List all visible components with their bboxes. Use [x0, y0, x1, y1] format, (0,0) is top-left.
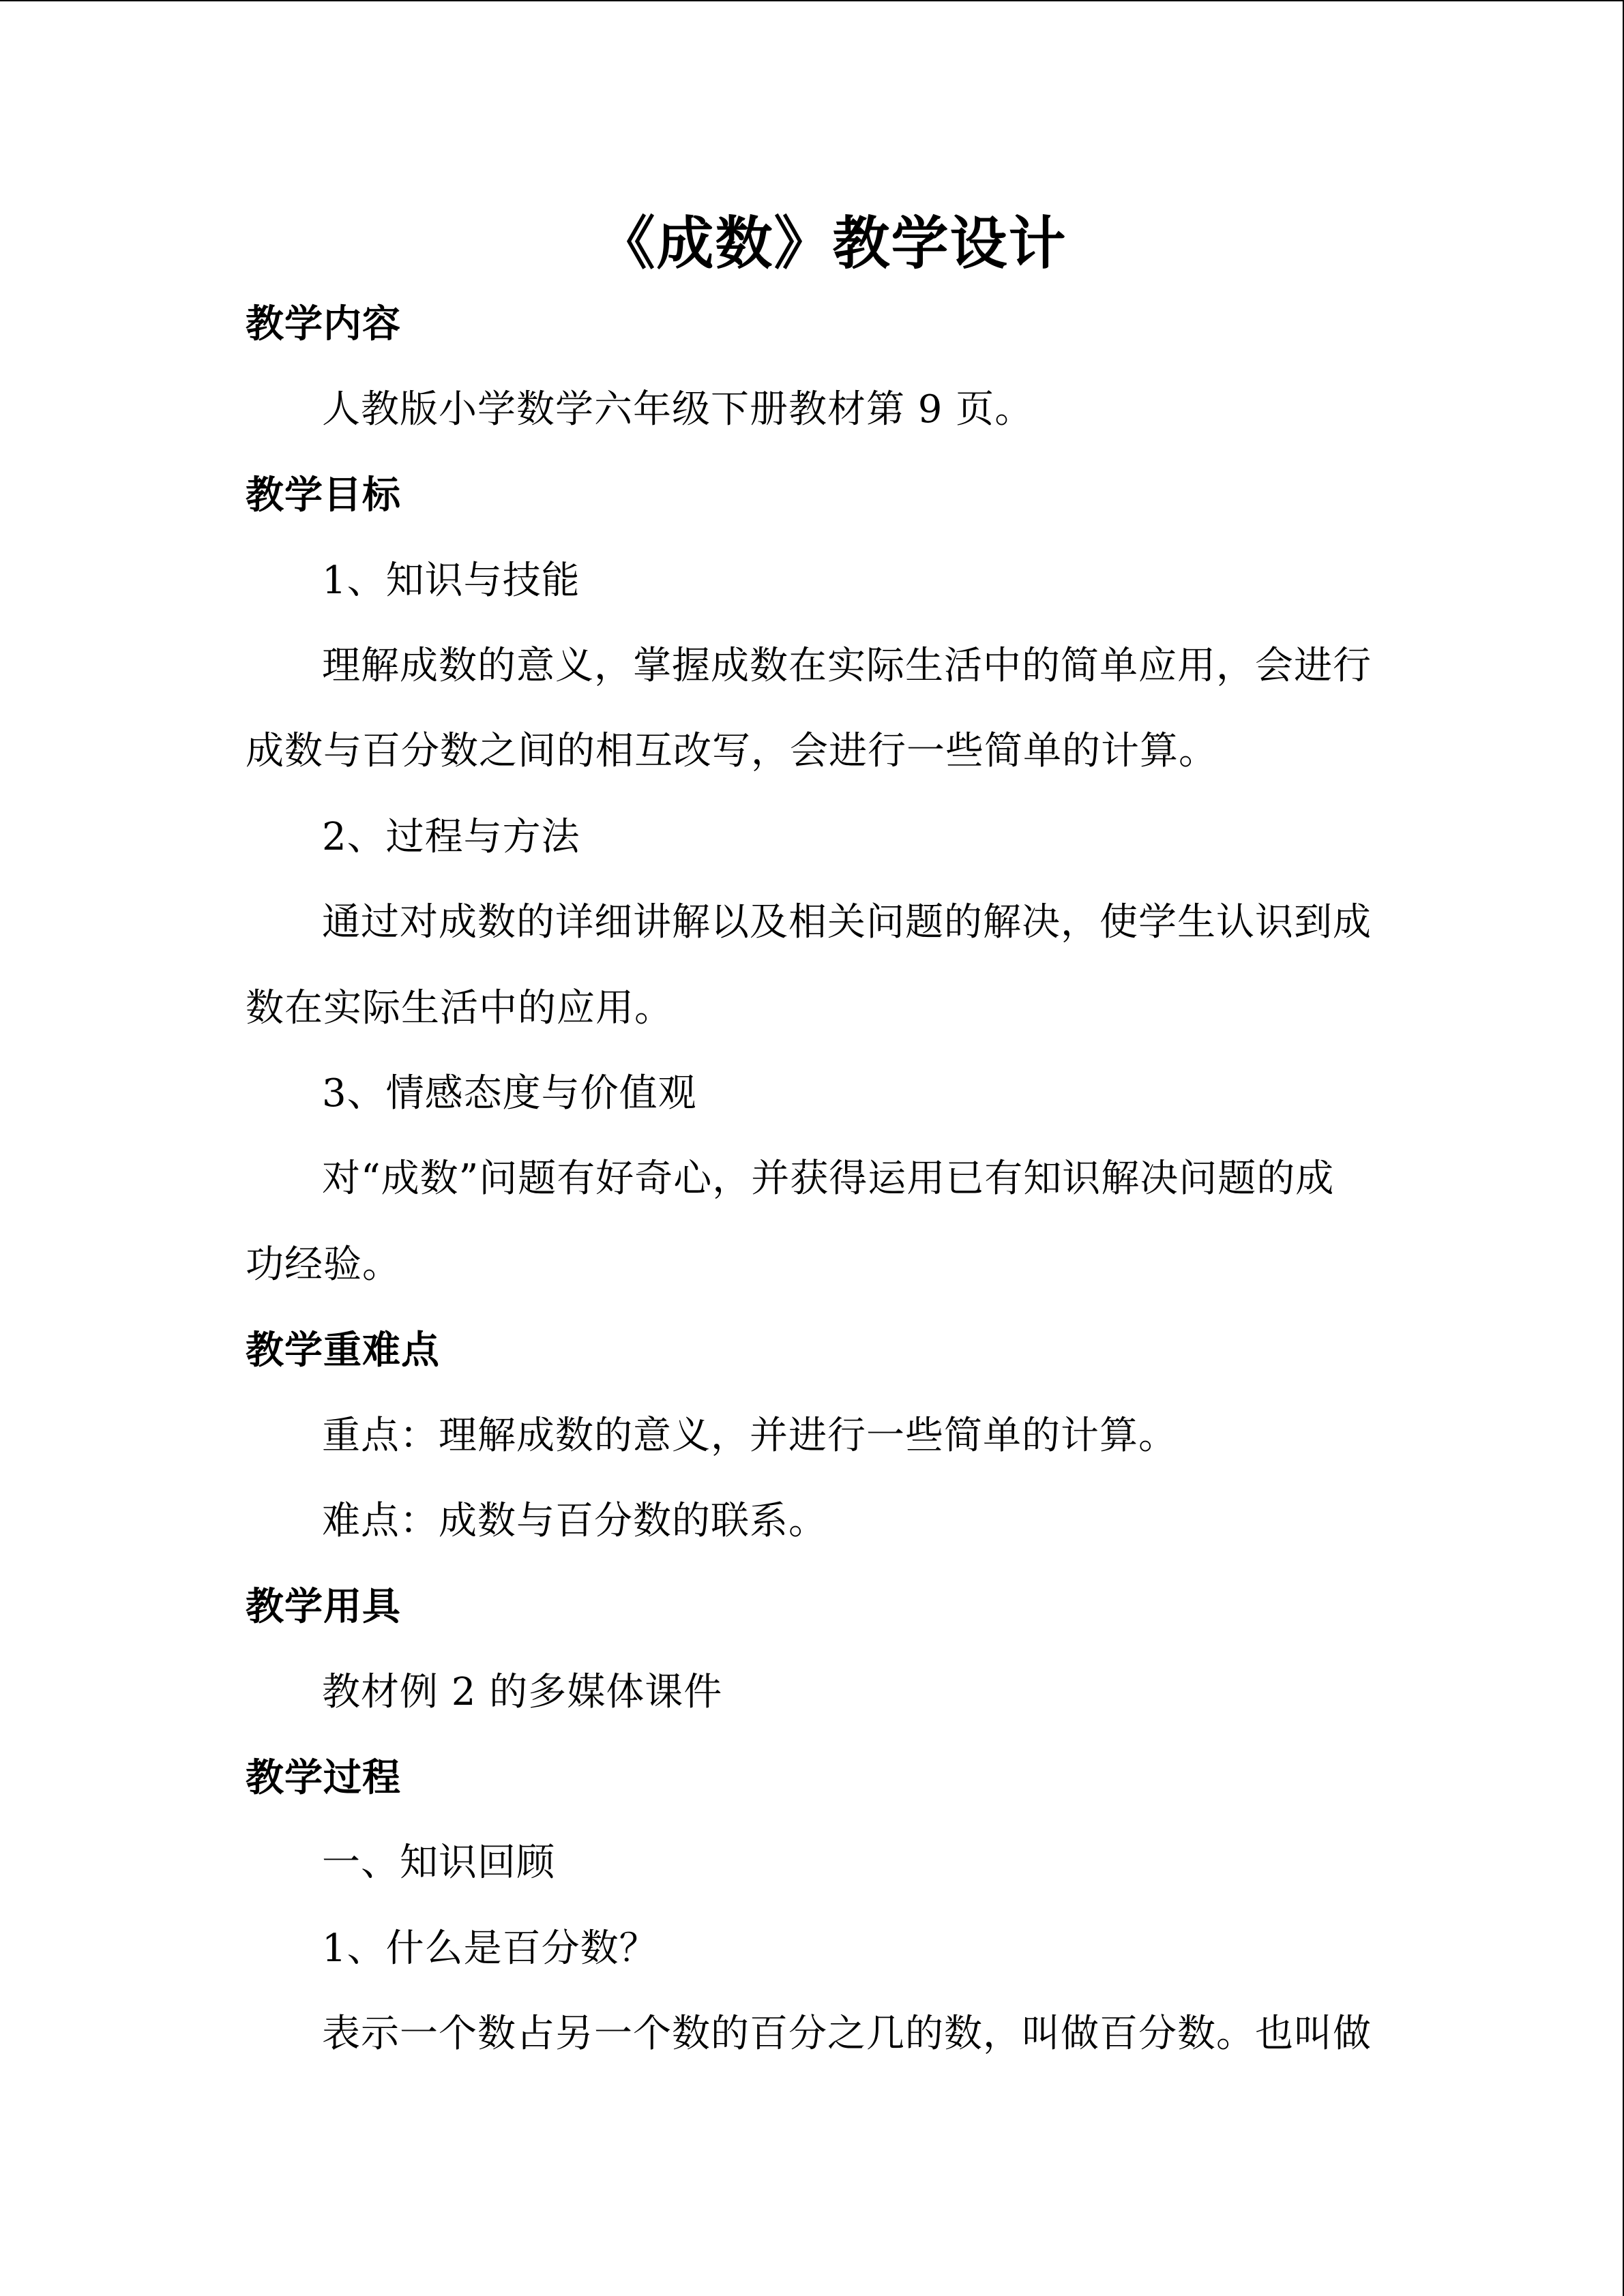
heading-teaching-tools: 教学用具 [246, 1584, 401, 1629]
paragraph-process-line1: 通过对成数的详细讲解以及相关问题的解决，使学生认识到成 [322, 900, 1372, 944]
paragraph-emotion-line2: 功经验。 [246, 1242, 401, 1287]
paragraph-process-line2: 数在实际生活中的应用。 [246, 986, 673, 1030]
paragraph-emotion-line1: 对“成数”问题有好奇心，并获得运用已有知识解决问题的成 [322, 1157, 1335, 1201]
paragraph-textbook-reference: 人教版小学数学六年级下册教材第 9 页。 [322, 387, 1034, 432]
document-title: 《成数》教学设计 [597, 209, 1067, 277]
subheading-knowledge-skills: 1、知识与技能 [322, 558, 580, 603]
paragraph-knowledge-line1: 理解成数的意义，掌握成数在实际生活中的简单应用，会进行 [322, 644, 1372, 688]
heading-teaching-goals: 教学目标 [246, 473, 401, 518]
paragraph-tools: 教材例 2 的多媒体课件 [322, 1670, 723, 1714]
paragraph-key-point: 重点：理解成数的意义，并进行一些简单的计算。 [322, 1414, 1177, 1458]
paragraph-percent-definition: 表示一个数占另一个数的百分之几的数，叫做百分数。也叫做 [322, 2012, 1372, 2056]
paragraph-knowledge-line2: 成数与百分数之间的相互改写，会进行一些简单的计算。 [246, 729, 1217, 773]
paragraph-difficult-point: 难点：成数与百分数的联系。 [322, 1499, 827, 1543]
subheading-emotion-values: 3、情感态度与价值观 [322, 1071, 697, 1116]
question-what-is-percent: 1、什么是百分数？ [322, 1926, 658, 1971]
heading-teaching-content: 教学内容 [246, 301, 401, 346]
subheading-process-method: 2、过程与方法 [322, 815, 580, 859]
heading-key-difficult-points: 教学重难点 [246, 1328, 440, 1373]
heading-teaching-process: 教学过程 [246, 1755, 401, 1800]
subheading-knowledge-review: 一、知识回顾 [322, 1840, 555, 1885]
